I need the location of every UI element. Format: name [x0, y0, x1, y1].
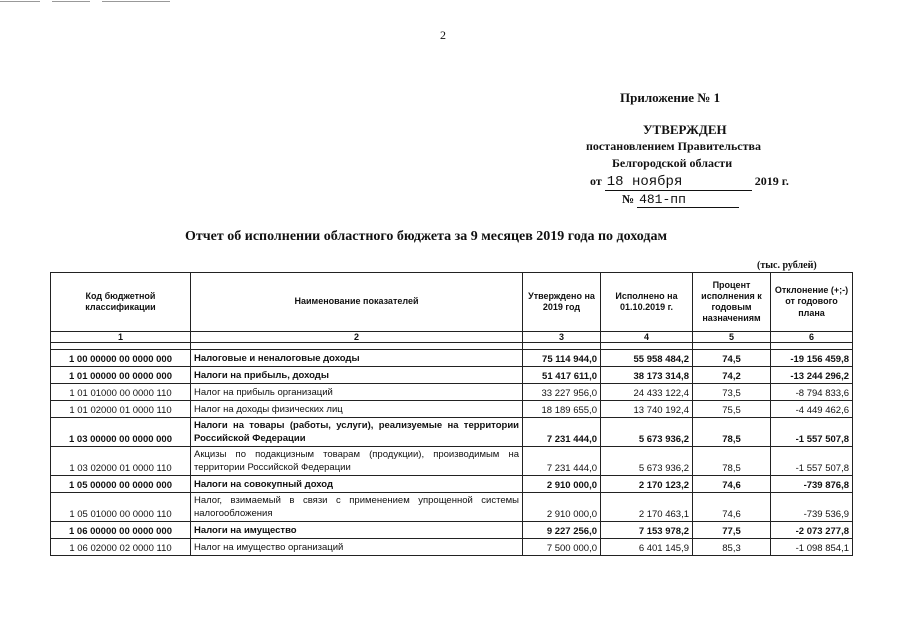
header-code: Код бюджетной классификации: [51, 273, 191, 332]
row-deviation: -739 876,8: [771, 476, 853, 493]
table-row: [51, 539, 853, 556]
row-approved: 2 910 000,0: [523, 476, 601, 493]
number-value: 481-пп: [637, 192, 739, 208]
row-percent: 85,3: [693, 539, 771, 556]
row-code: 1 03 00000 00 0000 000: [51, 418, 191, 447]
row-name: Налоги на совокупный доход: [191, 476, 523, 493]
annex-label: Приложение № 1: [620, 90, 721, 105]
row-executed: 24 433 122,4: [601, 384, 693, 401]
row-executed: 2 170 463,1: [601, 493, 693, 522]
column-number: 2: [191, 332, 523, 343]
column-number: 1: [51, 332, 191, 343]
row-approved: 75 114 944,0: [523, 350, 601, 367]
row-approved: 7 231 444,0: [523, 418, 601, 447]
row-name: Акцизы по подакцизным товарам (продукции), производимым на территории Российской Федерации: [191, 447, 523, 476]
approval-title: УТВЕРЖДЕН: [643, 122, 727, 137]
row-approved: 33 227 956,0: [523, 384, 601, 401]
row-code: 1 01 02000 01 0000 110: [51, 401, 191, 418]
row-percent: 74,6: [693, 476, 771, 493]
column-number: 5: [693, 332, 771, 343]
units-label: (тыс. рублей): [757, 260, 817, 271]
header-percent: Процент исполнения к годовым назначениям: [693, 273, 771, 332]
row-executed: 13 740 192,4: [601, 401, 693, 418]
revenue-table: [50, 272, 853, 556]
row-name: Налог на доходы физических лиц: [191, 401, 523, 418]
row-code: 1 00 00000 00 0000 000: [51, 350, 191, 367]
row-deviation: -1 557 507,8: [771, 418, 853, 447]
scan-edge-marks: [0, 0, 180, 4]
row-deviation: -2 073 277,8: [771, 522, 853, 539]
row-code: 1 05 00000 00 0000 000: [51, 476, 191, 493]
row-name: Налоги на имущество: [191, 522, 523, 539]
row-percent: 74,5: [693, 350, 771, 367]
table-row: [51, 418, 853, 447]
column-number: 3: [523, 332, 601, 343]
row-percent: 78,5: [693, 418, 771, 447]
table-row: [51, 493, 853, 522]
row-executed: 55 958 484,2: [601, 350, 693, 367]
row-percent: 74,2: [693, 367, 771, 384]
row-executed: 5 673 936,2: [601, 447, 693, 476]
row-name: Налоги на прибыль, доходы: [191, 367, 523, 384]
row-code: 1 03 02000 01 0000 110: [51, 447, 191, 476]
row-code: 1 06 00000 00 0000 000: [51, 522, 191, 539]
date-suffix: 2019 г.: [754, 174, 789, 188]
column-number-row: [51, 332, 853, 343]
table-row: [51, 522, 853, 539]
row-percent: 74,6: [693, 493, 771, 522]
row-deviation: -1 557 507,8: [771, 447, 853, 476]
row-code: 1 05 01000 00 0000 110: [51, 493, 191, 522]
row-executed: 6 401 145,9: [601, 539, 693, 556]
row-code: 1 06 02000 02 0000 110: [51, 539, 191, 556]
column-number: 6: [771, 332, 853, 343]
table-row: [51, 384, 853, 401]
row-deviation: -739 536,9: [771, 493, 853, 522]
approval-line-1: постановлением Правительства: [586, 139, 762, 153]
approval-date: [590, 174, 789, 191]
row-approved: 2 910 000,0: [523, 493, 601, 522]
row-executed: 2 170 123,2: [601, 476, 693, 493]
table-row: [51, 367, 853, 384]
row-approved: 7 500 000,0: [523, 539, 601, 556]
table-row: [51, 476, 853, 493]
row-percent: 77,5: [693, 522, 771, 539]
row-percent: 75,5: [693, 401, 771, 418]
report-title: Отчет об исполнении областного бюджета за 9 месяцев 2019 года по доходам: [185, 229, 667, 244]
row-executed: 7 153 978,2: [601, 522, 693, 539]
row-deviation: -13 244 296,2: [771, 367, 853, 384]
table-row: [51, 401, 853, 418]
table-header-row: [51, 273, 853, 332]
header-deviation: Отклонение (+;-) от годового плана: [771, 273, 853, 332]
number-prefix: №: [622, 192, 635, 206]
row-name: Налоговые и неналоговые доходы: [191, 350, 523, 367]
row-executed: 38 173 314,8: [601, 367, 693, 384]
row-name: Налог на прибыль организаций: [191, 384, 523, 401]
row-percent: 78,5: [693, 447, 771, 476]
header-executed: Исполнено на 01.10.2019 г.: [601, 273, 693, 332]
row-executed: 5 673 936,2: [601, 418, 693, 447]
date-value: 18 ноября: [605, 174, 752, 191]
approval-number: [622, 192, 739, 208]
row-name: Налог на имущество организаций: [191, 539, 523, 556]
header-approved: Утверждено на 2019 год: [523, 273, 601, 332]
row-approved: 7 231 444,0: [523, 447, 601, 476]
approval-line-2: Белгородской области: [612, 156, 733, 170]
row-approved: 51 417 611,0: [523, 367, 601, 384]
column-number: 4: [601, 332, 693, 343]
page-number: 2: [440, 28, 446, 42]
row-deviation: -8 794 833,6: [771, 384, 853, 401]
row-name: Налоги на товары (работы, услуги), реализуемые на территории Российской Федерации: [191, 418, 523, 447]
table-row: [51, 350, 853, 367]
row-deviation: -1 098 854,1: [771, 539, 853, 556]
row-deviation: -4 449 462,6: [771, 401, 853, 418]
row-approved: 18 189 655,0: [523, 401, 601, 418]
row-approved: 9 227 256,0: [523, 522, 601, 539]
row-deviation: -19 156 459,8: [771, 350, 853, 367]
table-row: [51, 447, 853, 476]
spacer-row: [51, 343, 853, 350]
row-code: 1 01 01000 00 0000 110: [51, 384, 191, 401]
header-name: Наименование показателей: [191, 273, 523, 332]
row-percent: 73,5: [693, 384, 771, 401]
row-code: 1 01 00000 00 0000 000: [51, 367, 191, 384]
row-name: Налог, взимаемый в связи с применением упрощенной системы налогообложения: [191, 493, 523, 522]
date-prefix: от: [590, 174, 602, 188]
